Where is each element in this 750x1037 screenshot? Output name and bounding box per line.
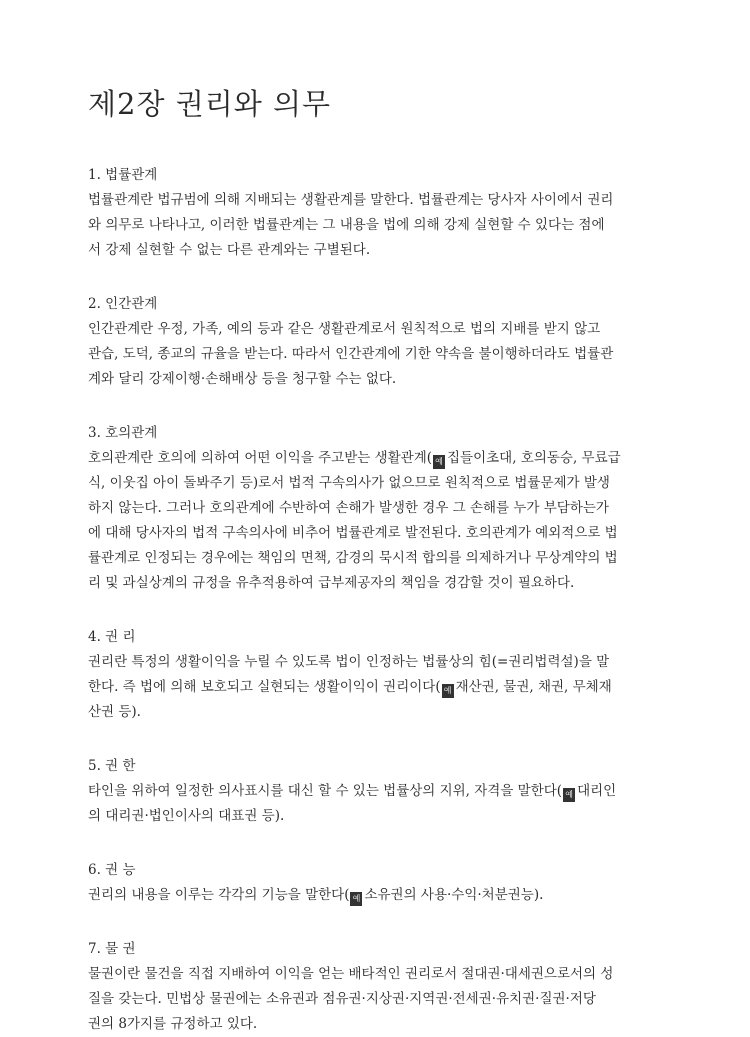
section-right [88, 625, 690, 725]
section-heading: 5. 권 한 [88, 758, 136, 774]
example-icon: 예 [350, 892, 362, 906]
body-text: 타인을 위하여 일정한 의사표시를 대신 할 수 있는 법률상의 지위, 자격을 말한다( [88, 783, 563, 799]
body-line: 질을 갖는다. 민법상 물권에는 소유권과 점유권·지상권·지역권·전세권·유치권·질권·저당 [88, 991, 596, 1007]
section-heading: 2. 인간관계 [88, 296, 158, 312]
section-human-relation [88, 292, 690, 392]
section-real-right [88, 937, 690, 1037]
body-line: 식, 이웃집 아이 돌봐주기 등)로서 법적 구속의사가 없으므로 원칙적으로 법률문제가 발생 [88, 475, 610, 491]
body-line: 에 대해 당사자의 법적 구속의사에 비추어 법률관계로 발전된다. 호의관계가 예외적으로 법 [88, 525, 618, 541]
body-line: 법률관계란 법규범에 의해 지배되는 생활관계를 말한다. 법률관계는 당사자 사이에서 권리 [88, 192, 614, 208]
section-body [88, 188, 690, 263]
body-line: 산권 등). [88, 704, 141, 720]
body-line: 권리란 특정의 생활이익을 누릴 수 있도록 법이 인정하는 법률상의 힘(=권리법력설)을 말 [88, 654, 610, 670]
body-line: 률관계로 인정되는 경우에는 책임의 면책, 감경의 묵시적 합의를 의제하거나 무상계약의 법 [88, 550, 618, 566]
section-heading: 1. 법률관계 [88, 167, 158, 183]
section-goodwill-relation [88, 421, 690, 596]
body-line: 서 강제 실현할 수 없는 다른 관계와는 구별된다. [88, 242, 371, 258]
body-text: 호의관계란 호의에 의하여 어떤 이익을 주고받는 생활관계( [88, 450, 432, 466]
section-power [88, 858, 690, 908]
section-heading: 3. 호의관계 [88, 425, 158, 441]
chapter-title: 제2장 권리와 의무 [88, 87, 331, 121]
section-heading: 6. 권 능 [88, 862, 136, 878]
body-line: 계와 달리 강제이행·손해배상 등을 청구할 수는 없다. [88, 371, 397, 387]
body-line: 물권이란 물건을 직접 지배하여 이익을 얻는 배타적인 권리로서 절대권·대세권으로서의 성 [88, 966, 614, 982]
section-legal-relation [88, 163, 690, 263]
section-body [88, 779, 690, 829]
section-body [88, 650, 690, 725]
body-line: 의 대리권·법인이사의 대표권 등). [88, 808, 285, 824]
body-line: 인간관계란 우정, 가족, 예의 등과 같은 생활관계로서 원칙적으로 법의 지배를 받지 않고 [88, 321, 601, 337]
body-text: 대리인 [577, 783, 617, 799]
section-heading: 4. 권 리 [88, 629, 136, 645]
body-text: 권리의 내용을 이루는 각각의 기능을 말한다( [88, 887, 350, 903]
section-body [88, 317, 690, 392]
section-heading: 7. 물 권 [88, 941, 136, 957]
example-icon: 예 [442, 684, 454, 698]
section-body [88, 883, 690, 908]
body-text: 소유권의 사용·수익·처분권능). [364, 887, 544, 903]
body-line: 와 의무로 나타나고, 이러한 법률관계는 그 내용을 법에 의해 강제 실현할 수 있다는 점에 [88, 217, 605, 233]
body-line: 관습, 도덕, 종교의 규율을 받는다. 따라서 인간관계에 기한 약속을 불이행하더라도 법률관 [88, 346, 614, 362]
example-icon: 예 [433, 455, 445, 469]
body-line: 리 및 과실상계의 규정을 유추적용하여 급부제공자의 책임을 경감할 것이 필요하다. [88, 575, 575, 591]
section-body [88, 962, 690, 1037]
body-text: 집들이초대, 호의동승, 무료급 [447, 450, 621, 466]
body-line: 권의 8가지를 규정하고 있다. [88, 1016, 258, 1032]
example-icon: 예 [563, 788, 575, 802]
body-line: 하지 않는다. 그러나 호의관계에 수반하여 손해가 발생한 경우 그 손해를 누가 부담하는가 [88, 500, 609, 516]
body-text: 한다. 즉 법에 의해 보호되고 실현되는 생활이익이 권리이다( [88, 679, 441, 695]
body-line [88, 675, 690, 700]
body-text: 재산권, 물권, 채권, 무체재 [455, 679, 612, 695]
body-line [88, 446, 690, 471]
section-body [88, 446, 690, 596]
body-line [88, 883, 690, 908]
body-line [88, 779, 690, 804]
section-authority [88, 754, 690, 829]
